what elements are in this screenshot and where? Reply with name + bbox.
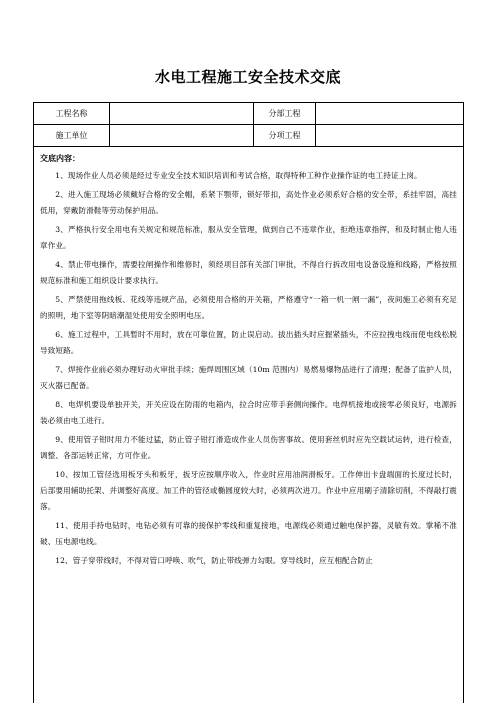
list-item: 8、电焊机要设单独开关，开关应设在防雨的电箱内，拉合时应带手套侧向操作。电焊机接地或接零必须良好，电源拆装必须由电工进行。	[40, 397, 457, 429]
list-item: 2、进入施工现场必须戴好合格的安全帽，系紧下颚带，锁好带扣，高处作业必须系好合格的安全带，系挂牢固，高挂低用，穿戴防滑鞋等劳动保护用品。	[40, 187, 457, 219]
list-item: 10、按加工管径选用板牙头和板牙，扳牙应按顺序收入，作业时应用油润滑板牙。工作伸出卡盘端面的长度过长时，后部要用辅助托架、并调整好高度。加工件的管径或椭圆度较大时，必须两次进刀。作业中应用刷子清除切削，不得敲打震落。	[40, 467, 457, 515]
project-name-value	[110, 103, 254, 125]
list-item: 9、使用管子钳时用力不能过猛，防止管子钳打滑造成作业人员伤害事故。使用套丝机时应先空载试运转，进行检查，调整、各部运转正常，方可作业。	[40, 432, 457, 464]
sub-project-value	[316, 103, 464, 125]
list-item: 12、管子穿带线时，不得对管口呼唤、吹气，防止带线弹力勾眼。穿导线时，应互相配合防止	[40, 553, 457, 569]
construction-unit-label: 施工单位	[34, 125, 110, 147]
list-item: 4、禁止带电操作，需要拉闸操作和维修时，须经项目部有关部门审批，不得自行拆改用电设备设施和线路，严格按照规范标准和施工组织设计要求执行。	[40, 257, 457, 289]
page-title: 水电工程施工安全技术交底	[0, 66, 496, 87]
sub-project-label: 分部工程	[254, 103, 316, 125]
project-name-label: 工程名称	[34, 103, 110, 125]
content-heading: 交底内容：	[40, 151, 457, 165]
list-item: 1、现场作业人员必须是经过专业安全技术知识培训和考试合格，取得特种工种作业操作证的电工持证上岗。	[40, 168, 457, 184]
table-row	[34, 103, 464, 125]
sub-item-value	[316, 125, 464, 147]
sub-item-label: 分项工程	[254, 125, 316, 147]
list-item: 7、焊接作业前必须办理好动火审批手续；施焊周围区域（10m 范围内）易燃易爆物品进行了清理；配备了监护人员，灭火器已配备。	[40, 362, 457, 394]
list-item: 11、使用手持电钻时，电钻必须有可靠的接保护零线和重复接地，电源线必须通过触电保护器，灵敏有效。掌稀不准破、压电源电线。	[40, 518, 457, 550]
disclosure-table	[33, 102, 464, 703]
list-item: 3、严格执行安全用电有关规定和规范标准，服从安全管理，做到自己不违章作业，拒绝违章指挥，和及时制止他人违章作业。	[40, 222, 457, 254]
table-row	[34, 147, 464, 703]
table-row	[34, 125, 464, 147]
list-item: 6、施工过程中，工具暂时不用时，放在可靠位置，防止误启动。拔出插头时应握紧插头，不应拉拽电线而使电线松脱导致短路。	[40, 327, 457, 359]
construction-unit-value	[110, 125, 254, 147]
disclosure-content	[34, 147, 464, 703]
list-item: 5、严禁使用拖线板、花线等违规产品，必须使用合格的开关箱，严格遵守“一箱一机一闸一漏”，夜间施工必须有充足的照明，地下室等阴暗潮湿处使用安全照明电压。	[40, 292, 457, 324]
